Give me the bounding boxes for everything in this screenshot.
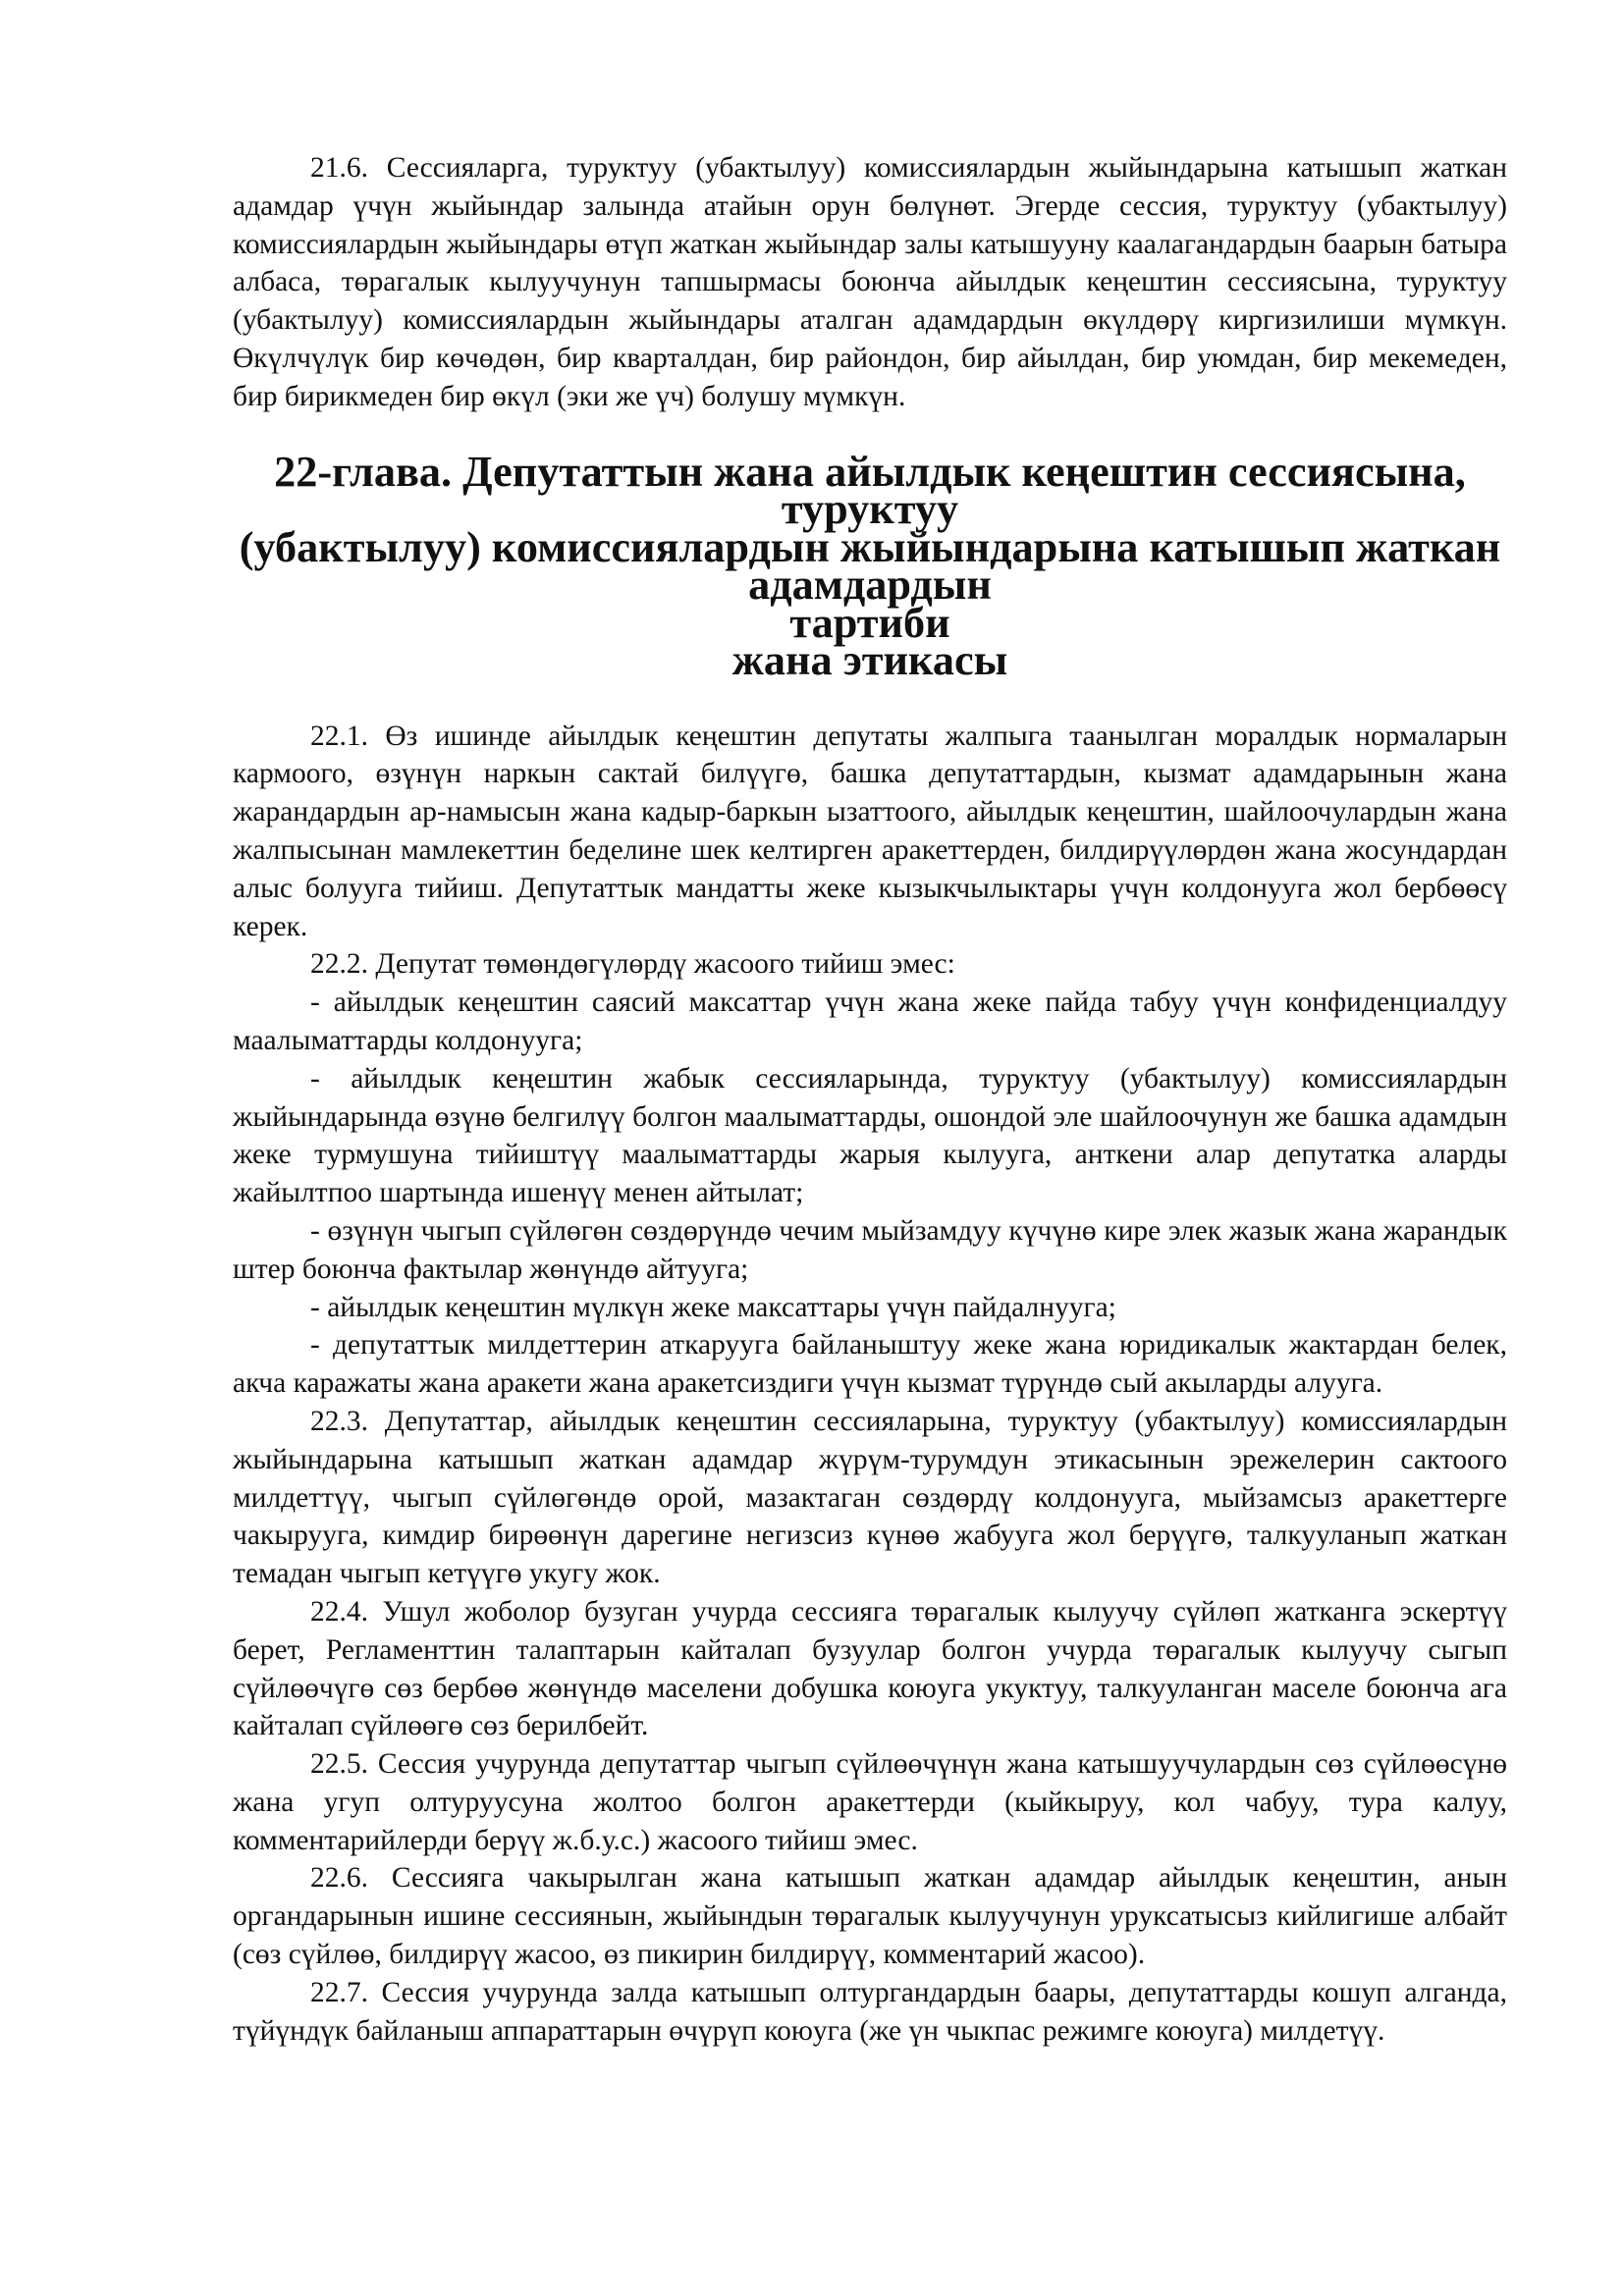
paragraph-22-2: 22.2. Депутат төмөндөгүлөрдү жасоого тийиш эмес:: [310, 948, 955, 981]
list-item: - депутаттык милдеттерин аткарууга байланыштуу жеке жана юридикалык жактардан белек, акча каражаты жана аракети жана аракетсиздиги үчүн кызмат түрүндө сый акыларды алууга.: [233, 1329, 1507, 1400]
chapter-heading-line-4: жана этикасы: [731, 636, 1008, 685]
chapter-heading: [233, 447, 1507, 685]
paragraph-22-4: 22.4. Ушул жоболор бузуган учурда сессияга төрагалык кылуучу сүйлөп жатканга эскертүү берет, Регламенттин талаптарын кайталап бузуулар болгон учурда төрагалык кылуучу сыгып сүйлөөчүгө сөз бербөө жөнүндө маселени добушка коюуга укуктуу, талкууланган маселе боюнча ага кайталап сүйлөөгө сөз берилбейт.: [233, 1595, 1507, 1742]
paragraph-22-3: 22.3. Депутаттар, айылдык кеңештин сессияларына, туруктуу (убактылуу) комиссиялардын жыйындарына катышып жаткан адамдар жүрүм-турумдун этикасынын эрежелерин сактоого милдеттүү, чыгып сүйлөгөндө орой, мазактаган сөздөрдү колдонууга, мыйзамсыз аракеттерге чакырууга, кимдир бирөөнүн дарегине негизсиз күнөө жабууга жол берүүгө, талкууланып жаткан темадан чыгып кетүүгө укугу жок.: [233, 1405, 1507, 1590]
chapter-body: [233, 718, 1507, 2051]
list-item: - өзүнүн чыгып сүйлөгөн сөздөрүндө чечим мыйзамдуу күчүнө кире элек жазык жана жарандык штер боюнча фактылар жөнүндө айтууга;: [233, 1214, 1507, 1285]
paragraph-22-6: 22.6. Сессияга чакырылган жана катышып жаткан адамдар айылдык кеңештин, анын органдарынын ишине сессиянын, жыйындын төрагалык кылуучунун уруксатысыз кийлигише албайт (сөз сүйлөө, билдирүү жасоо, өз пикирин билдирүү, комментарий жасоо).: [233, 1862, 1507, 1971]
document-page: [233, 149, 1507, 2050]
paragraph-21-6: 21.6. Сессияларга, туруктуу (убактылуу) комиссиялардын жыйындарына катышып жаткан адамдар үчүн жыйындар залында атайын орун бөлүнөт. Эгерде сессия, туруктуу (убактылуу) комиссиялардын жыйындары өтүп жаткан жыйындар залы катышууну каалагандардын баарын батыра албаса, төрагалык кылуучунун тапшырмасы боюнча айылдык кеңештин сессиясына, туруктуу (убактылуу) комиссиялардын жыйындары аталган адамдардын өкүлдөрү киргизилиши мүмкүн. Өкүлчүлүк бир көчөдөн, бир кварталдан, бир райондон, бир айылдан, бир уюмдан, бир мекемеден, бир бирикмеден бир өкүл (эки же үч) болушу мүмкүн.: [233, 152, 1507, 412]
list-item: - айылдык кеңештин саясий максаттар үчүн жана жеке пайда табуу үчүн конфиденциалдуу маалыматтарды колдонууга;: [233, 987, 1507, 1056]
chapter-heading-line-3: тартиби: [789, 598, 950, 647]
chapter-heading-line-1: 22-глава. Депутаттын жана айылдык кеңештин сессиясына, туруктуу: [274, 447, 1466, 534]
list-item: - айылдык кеңештин мүлкүн жеке максаттары үчүн пайдалнууга;: [310, 1291, 1116, 1323]
paragraph-22-5: 22.5. Сессия учурунда депутаттар чыгып сүйлөөчүнүн жана катышуучулардын сөз сүйлөөсүнө жана угуп олтуруусуна жолтоо болгон аракеттерди (кыйкыруу, кол чабуу, тура калуу, комментарийлерди берүү ж.б.у.с.) жасоого тийиш эмес.: [233, 1748, 1507, 1856]
paragraph-22-7: 22.7. Сессия учурунда залда катышып олтургандардын баары, депутаттарды кошуп алганда, түйүндүк байланыш аппараттарын өчүрүп коюуга (же үн чыкпас режимге коюуга) милдетүү.: [233, 1976, 1507, 2047]
list-item: - айылдык кеңештин жабык сессияларында, туруктуу (убактылуу) комиссиялардын жыйындарында өзүнө белгилүү болгон маалыматтарды, ошондой эле шайлоочунун же башка адамдын жеке турмушуна тийиштүү маалыматтарды жарыя кылууга, анткени алар депутатка аларды жайылтпоо шартында ишенүү менен айтылат;: [233, 1062, 1507, 1209]
chapter-heading-line-2: (убактылуу) комиссиялардын жыйындарына катышып жаткан адамдардын: [239, 522, 1501, 610]
paragraph-22-1: 22.1. Өз ишинде айылдык кеңештин депутаты жалпыга таанылган моралдык нормаларын кармоого, өзүнүн наркын сактай билүүгө, башка депутаттардын, кызмат адамдарынын жана жарандардын ар-намысын жана кадыр-баркын ызаттоого, айылдык кеңештин, шайлоочулардын жана жалпысынан мамлекеттин беделине шек келтирген аракеттерден, билдирүүлөрдөн жана жосундардан алыс болууга тийиш. Депутаттык мандатты жеке кызыкчылыктары үчүн колдонууга жол бербөөсү керек.: [233, 720, 1507, 942]
